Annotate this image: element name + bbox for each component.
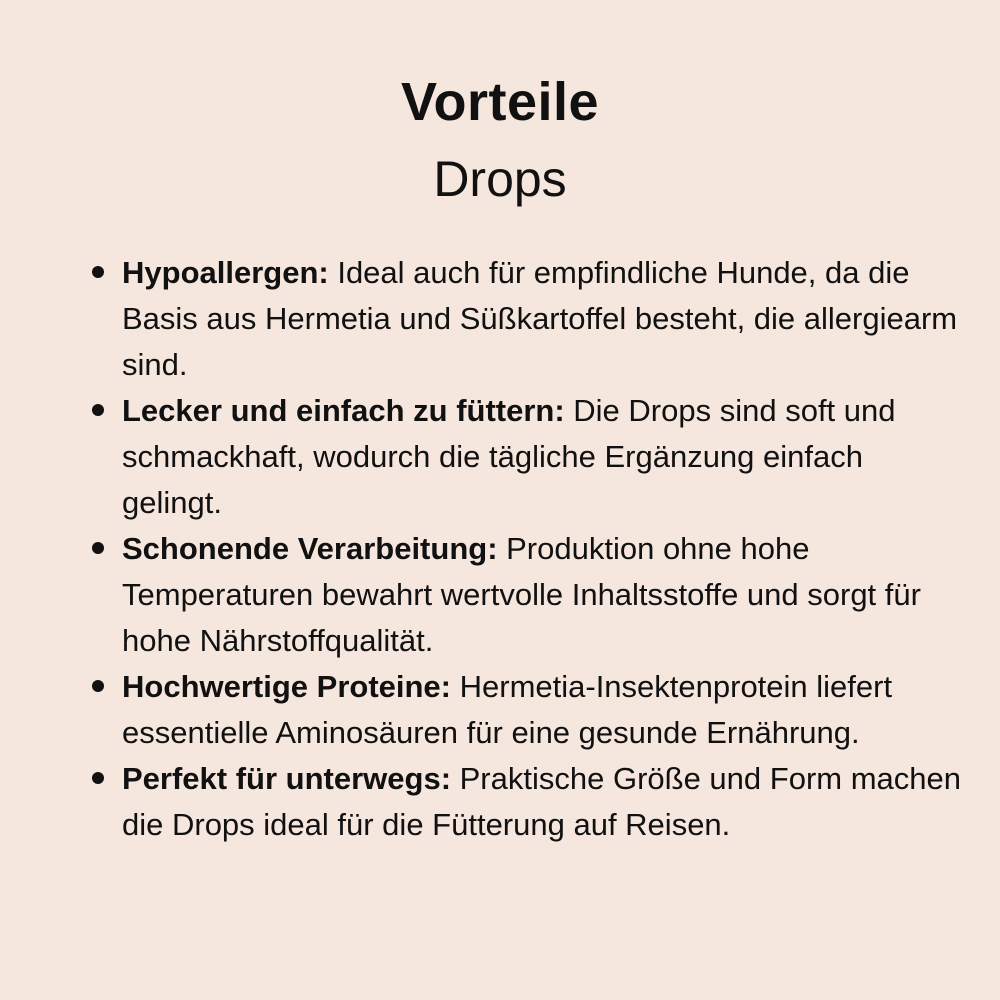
- benefits-list: [88, 250, 968, 848]
- page-subtitle: Drops: [433, 151, 567, 207]
- page-heading: [0, 70, 1000, 210]
- bullet-icon: [92, 772, 104, 784]
- benefit-text: Praktische Größe und Form machen die Drops ideal für die Fütterung auf Reisen.: [122, 761, 961, 842]
- benefit-title: Hochwertige Proteine:: [122, 669, 451, 704]
- bullet-icon: [92, 266, 104, 278]
- bullet-icon: [92, 542, 104, 554]
- bullet-icon: [92, 680, 104, 692]
- benefit-item: [88, 250, 968, 388]
- benefit-title: Schonende Verarbeitung:: [122, 531, 498, 566]
- benefit-title: Lecker und einfach zu füttern:: [122, 393, 565, 428]
- bullet-icon: [92, 404, 104, 416]
- benefit-text: Hermetia-Insektenprotein liefert essentielle Aminosäuren für eine gesunde Ernährung.: [122, 669, 893, 750]
- benefit-item: [88, 756, 968, 848]
- benefit-item: [88, 664, 968, 756]
- benefit-item: [88, 526, 968, 664]
- benefit-title: Perfekt für unterwegs:: [122, 761, 452, 796]
- benefit-text: Ideal auch für empfindliche Hunde, da die Basis aus Hermetia und Süßkartoffel besteht, die allergiearm sind.: [122, 255, 958, 382]
- benefit-text: Die Drops sind soft und schmackhaft, wodurch die tägliche Ergänzung einfach gelingt.: [122, 393, 896, 520]
- benefit-title: Hypoallergen:: [122, 255, 329, 290]
- benefit-text: Produktion ohne hohe Temperaturen bewahrt wertvolle Inhaltsstoffe und sorgt für hohe Nährstoffqualität.: [122, 531, 921, 658]
- page-title: Vorteile: [400, 72, 600, 132]
- benefit-item: [88, 388, 968, 526]
